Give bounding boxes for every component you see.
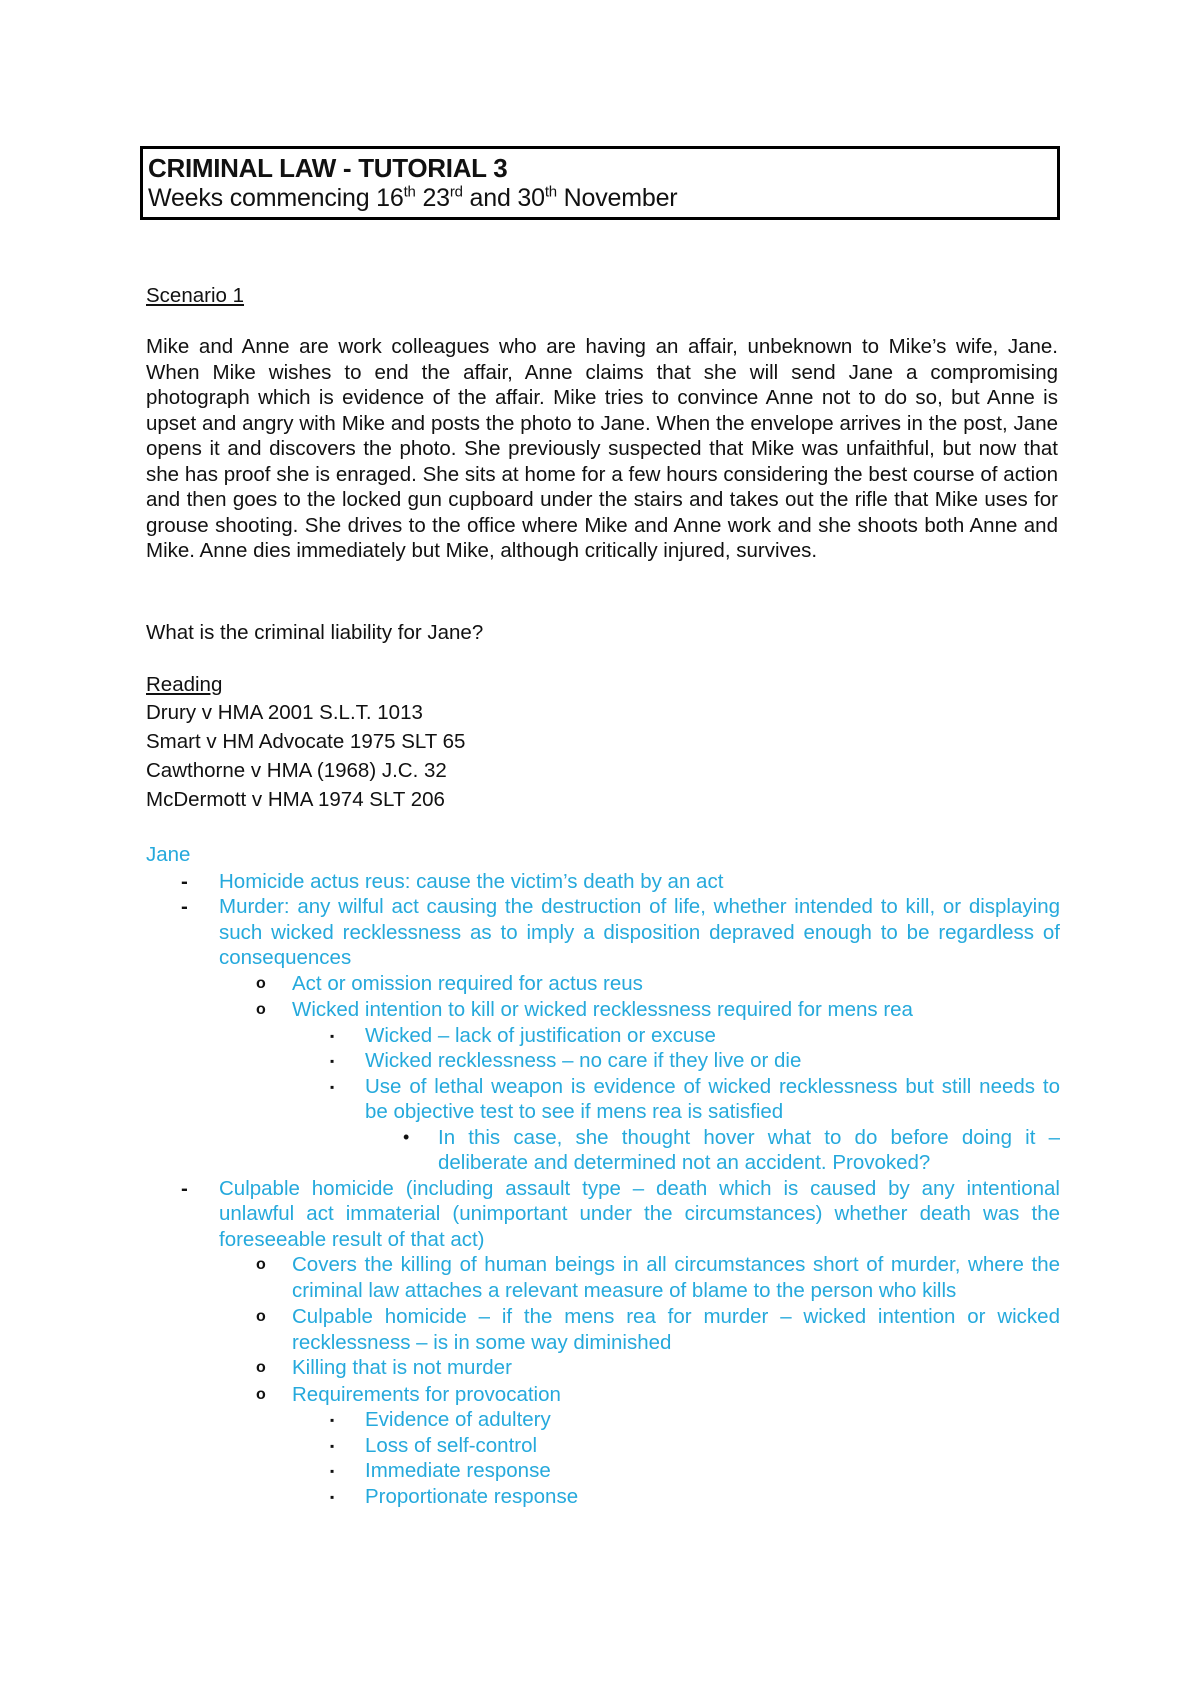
list-item bbox=[256, 1252, 1060, 1303]
list-item-text: Culpable homicide (including assault type – death which is caused by any intentional unlawful act immaterial (unimportant under the circumstances) whether death was the foreseeable result of that act) bbox=[219, 1176, 1060, 1251]
list-item-text: Act or omission required for actus reus bbox=[292, 971, 643, 995]
dash-bullet: - bbox=[181, 1176, 188, 1200]
reading-item: Drury v HMA 2001 S.L.T. 1013 bbox=[146, 701, 423, 724]
circle-bullet: o bbox=[256, 1359, 266, 1376]
subtitle-part: Weeks commencing 16 bbox=[148, 184, 404, 212]
reading-list bbox=[146, 698, 1058, 814]
title-box bbox=[140, 146, 1060, 220]
list-item bbox=[256, 1304, 1060, 1355]
round-bullet: • bbox=[403, 1126, 410, 1147]
list-item-text: Requirements for provocation bbox=[292, 1382, 561, 1406]
subtitle-part: and 30 bbox=[462, 184, 545, 212]
list-item bbox=[330, 1458, 1060, 1484]
list-item-text: Wicked – lack of justification or excuse bbox=[365, 1023, 716, 1047]
subtitle-superscript: th bbox=[544, 183, 557, 201]
subtitle-part: 23 bbox=[415, 184, 450, 212]
square-bullet: ▪ bbox=[330, 1438, 335, 1453]
circle-bullet: o bbox=[256, 1256, 266, 1273]
reading-item: McDermott v HMA 1974 SLT 206 bbox=[146, 788, 445, 811]
square-bullet: ▪ bbox=[330, 1028, 335, 1043]
list-item-text: Covers the killing of human beings in all circumstances short of murder, where the criminal law attaches a relevant measure of blame to the person who kills bbox=[292, 1253, 1060, 1302]
scenario-paragraph: Mike and Anne are work colleagues who are having an affair, unbeknown to Mike’s wife, Jane. When Mike wishes to end the affair, Anne claims that she will send Jane a compromising photograph which is evidence of the affair. Mike tries to convince Anne not to do so, but Anne is upset and angry with Mike and posts the photo to Jane. When the envelope arrives in the post, Jane opens it and discovers the photo. She previously suspected that Mike was unfaithful, but now that she has proof she is enraged. She sits at home for a few hours considering the best course of action and then goes to the locked gun cupboard under the stairs and takes out the rifle that Mike uses for grouse shooting. She drives to the office where Mike and Anne work and she shoots both Anne and Mike. Anne dies immediately but Mike, although critically injured, survives. bbox=[146, 335, 1058, 562]
list-item-text: Murder: any wilful act causing the destruction of life, whether intended to kill, or displaying such wicked recklessness as to imply a disposition depraved enough to be regardless of consequences bbox=[219, 895, 1060, 969]
reading-item: Cawthorne v HMA (1968) J.C. 32 bbox=[146, 759, 447, 782]
list-item-text: In this case, she thought hover what to do before doing it – deliberate and determined not an accident. Provoked? bbox=[438, 1125, 1060, 1174]
list-item-text: Proportionate response bbox=[365, 1484, 579, 1508]
notes-heading: Jane bbox=[146, 843, 191, 866]
document-title: CRIMINAL LAW - TUTORIAL 3 bbox=[148, 153, 508, 183]
list-item-text: Loss of self-control bbox=[365, 1433, 538, 1457]
square-bullet: ▪ bbox=[330, 1054, 335, 1068]
scenario-question: What is the criminal liability for Jane? bbox=[146, 621, 484, 644]
list-item bbox=[330, 1023, 1060, 1049]
list-item-text: Wicked recklessness – no care if they live or die bbox=[365, 1049, 802, 1072]
list-item bbox=[330, 1048, 1060, 1074]
circle-bullet: o bbox=[256, 974, 266, 992]
square-bullet: ▪ bbox=[330, 1489, 335, 1504]
list-item bbox=[330, 1484, 1060, 1510]
list-item bbox=[330, 1407, 1060, 1433]
list-item-text: Evidence of adultery bbox=[365, 1408, 551, 1431]
subtitle-part: November bbox=[556, 184, 678, 212]
answer-notes bbox=[146, 842, 1060, 1509]
list-item bbox=[330, 1433, 1060, 1459]
circle-bullet: o bbox=[256, 1001, 266, 1018]
list-item bbox=[181, 1176, 1060, 1253]
circle-bullet: o bbox=[256, 1385, 266, 1403]
document-subtitle bbox=[148, 183, 1052, 213]
reading-item: Smart v HM Advocate 1975 SLT 65 bbox=[146, 730, 466, 753]
square-bullet: ▪ bbox=[330, 1079, 335, 1094]
list-item bbox=[330, 1074, 1060, 1125]
subtitle-superscript: rd bbox=[449, 183, 463, 201]
circle-bullet: o bbox=[256, 1308, 266, 1325]
list-item-text: Killing that is not murder bbox=[292, 1356, 512, 1379]
list-item bbox=[256, 971, 1060, 997]
square-bullet: ▪ bbox=[330, 1413, 335, 1427]
list-item-text: Homicide actus reus: cause the victim’s death by an act bbox=[219, 869, 724, 893]
list-item-text: Culpable homicide – if the mens rea for murder – wicked intention or wicked recklessness – is in some way diminished bbox=[292, 1305, 1060, 1354]
list-item bbox=[256, 1355, 1060, 1381]
reading-heading: Reading bbox=[146, 673, 223, 696]
subtitle-superscript: th bbox=[403, 183, 416, 201]
list-item-text: Use of lethal weapon is evidence of wicked recklessness but still needs to be objective test to see if mens rea is satisfied bbox=[365, 1074, 1060, 1123]
list-item bbox=[256, 997, 1060, 1023]
list-item bbox=[256, 1382, 1060, 1408]
list-item-text: Immediate response bbox=[365, 1459, 551, 1482]
list-item bbox=[181, 869, 1060, 895]
list-item-text: Wicked intention to kill or wicked recklessness required for mens rea bbox=[292, 998, 913, 1021]
square-bullet: ▪ bbox=[330, 1464, 335, 1478]
dash-bullet: - bbox=[181, 895, 188, 918]
list-item bbox=[181, 894, 1060, 971]
scenario-heading: Scenario 1 bbox=[146, 284, 245, 307]
list-item bbox=[403, 1125, 1060, 1176]
dash-bullet: - bbox=[181, 869, 188, 893]
